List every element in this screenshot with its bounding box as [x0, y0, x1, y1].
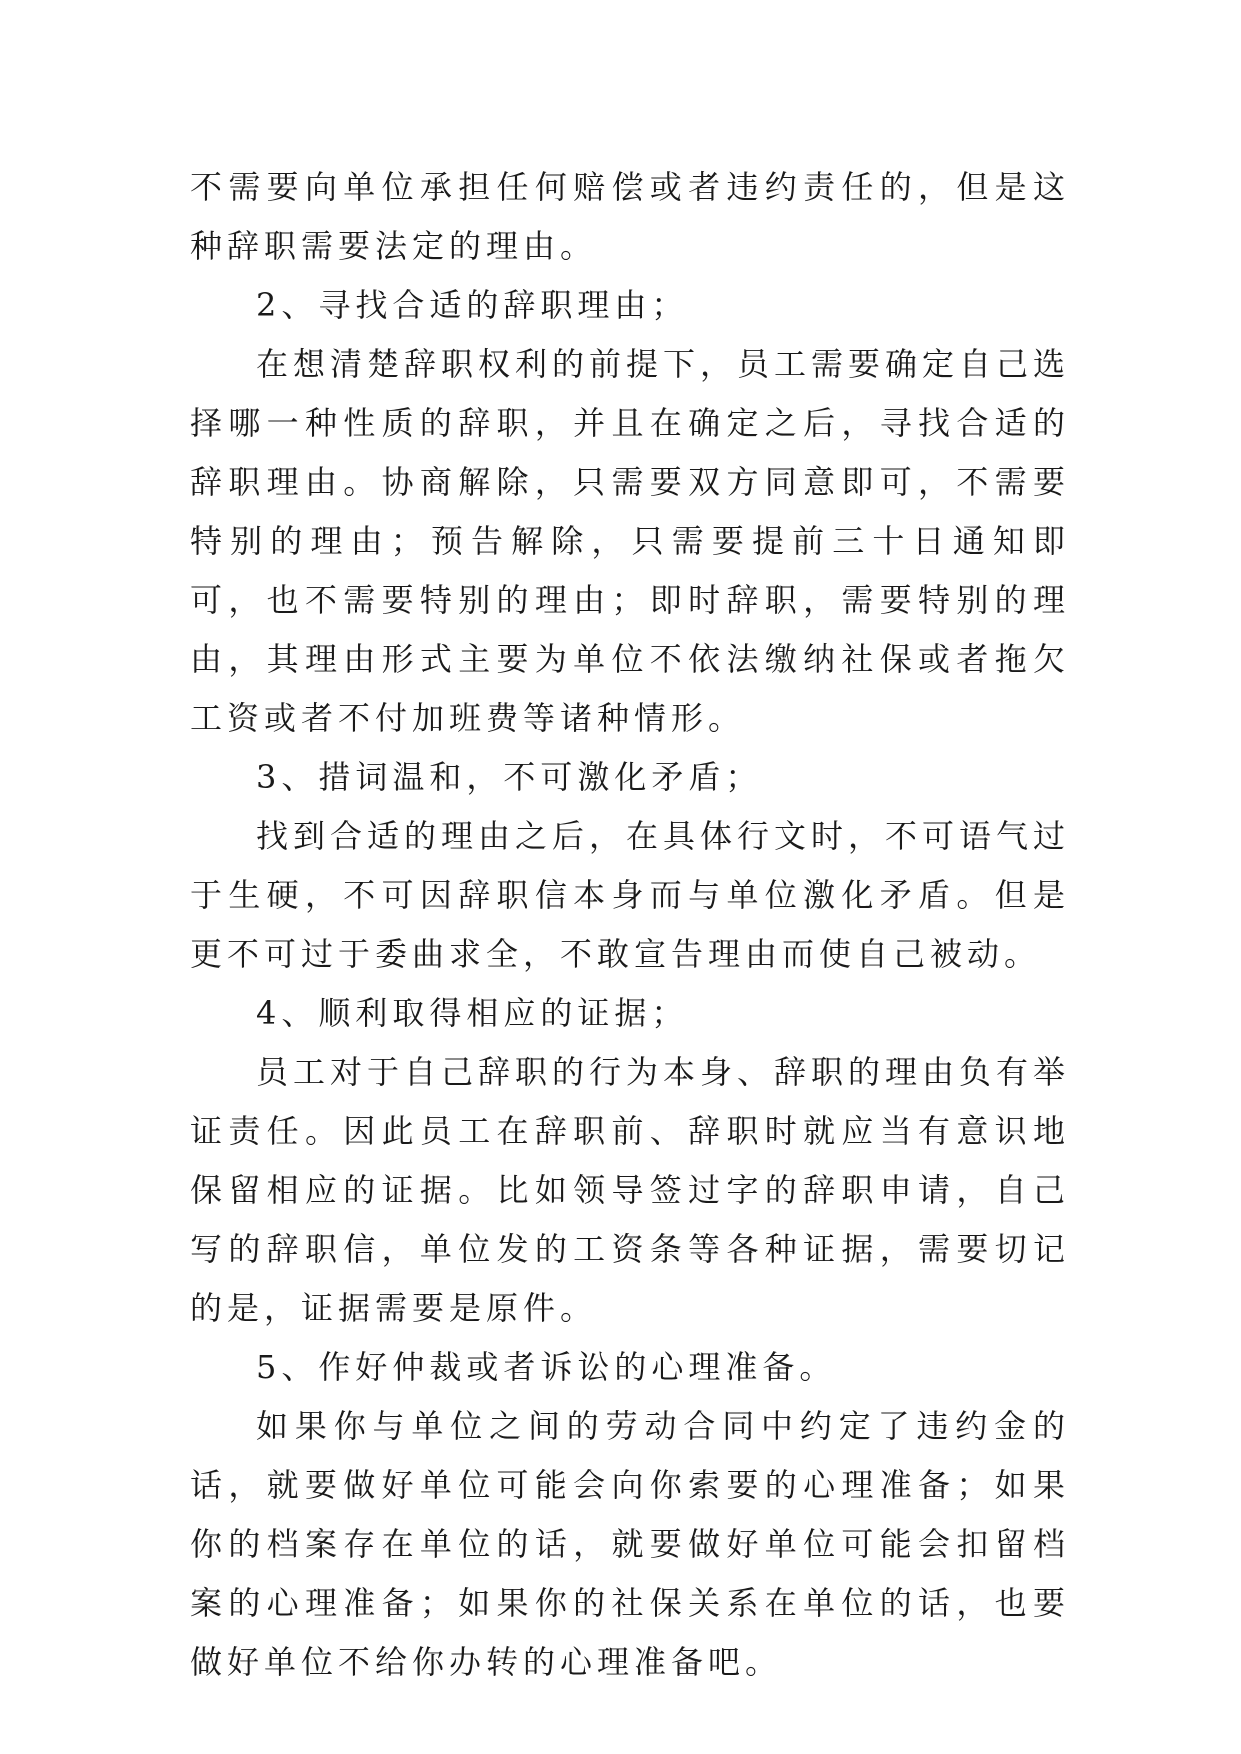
heading-step-4: 4、顺利取得相应的证据；: [256, 994, 689, 1032]
heading-step-5: 5、作好仲裁或者诉讼的心理准备。: [256, 1348, 837, 1386]
paragraph-step-3: 找到合适的理由之后，在具体行文时，不可语气过于生硬，不可因辞职信本身而与单位激化矛盾。但是更不可过于委曲求全，不敢宣告理由而使自己被动。: [190, 817, 1071, 973]
paragraph-step-5: 如果你与单位之间的劳动合同中约定了违约金的话，就要做好单位可能会向你索要的心理准备；如果你的档案存在单位的话，就要做好单位可能会扣留档案的心理准备；如果你的社保关系在单位的话，也要做好单位不给你办转的心理准备吧。: [190, 1407, 1070, 1681]
paragraph-step-2: 在想清楚辞职权利的前提下，员工需要确定自己选择哪一种性质的辞职，并且在确定之后，寻找合适的辞职理由。协商解除，只需要双方同意即可，不需要特别的理由；预告解除，只需要提前三十日通知即可，也不需要特别的理由；即时辞职，需要特别的理由，其理由形式主要为单位不依法缴纳社保或者拖欠工资或者不付加班费等诸种情形。: [190, 345, 1071, 737]
paragraph-step-4: 员工对于自己辞职的行为本身、辞职的理由负有举证责任。因此员工在辞职前、辞职时就应当有意识地保留相应的证据。比如领导签过字的辞职申请，自己写的辞职信，单位发的工资条等各种证据，需要切记的是，证据需要是原件。: [190, 1053, 1071, 1327]
heading-step-2: 2、寻找合适的辞职理由；: [256, 286, 689, 324]
heading-step-3: 3、措词温和，不可激化矛盾；: [256, 758, 763, 796]
document-body: [190, 158, 1070, 1692]
paragraph-continuation: 不需要向单位承担任何赔偿或者违约责任的，但是这种辞职需要法定的理由。: [190, 168, 1070, 265]
